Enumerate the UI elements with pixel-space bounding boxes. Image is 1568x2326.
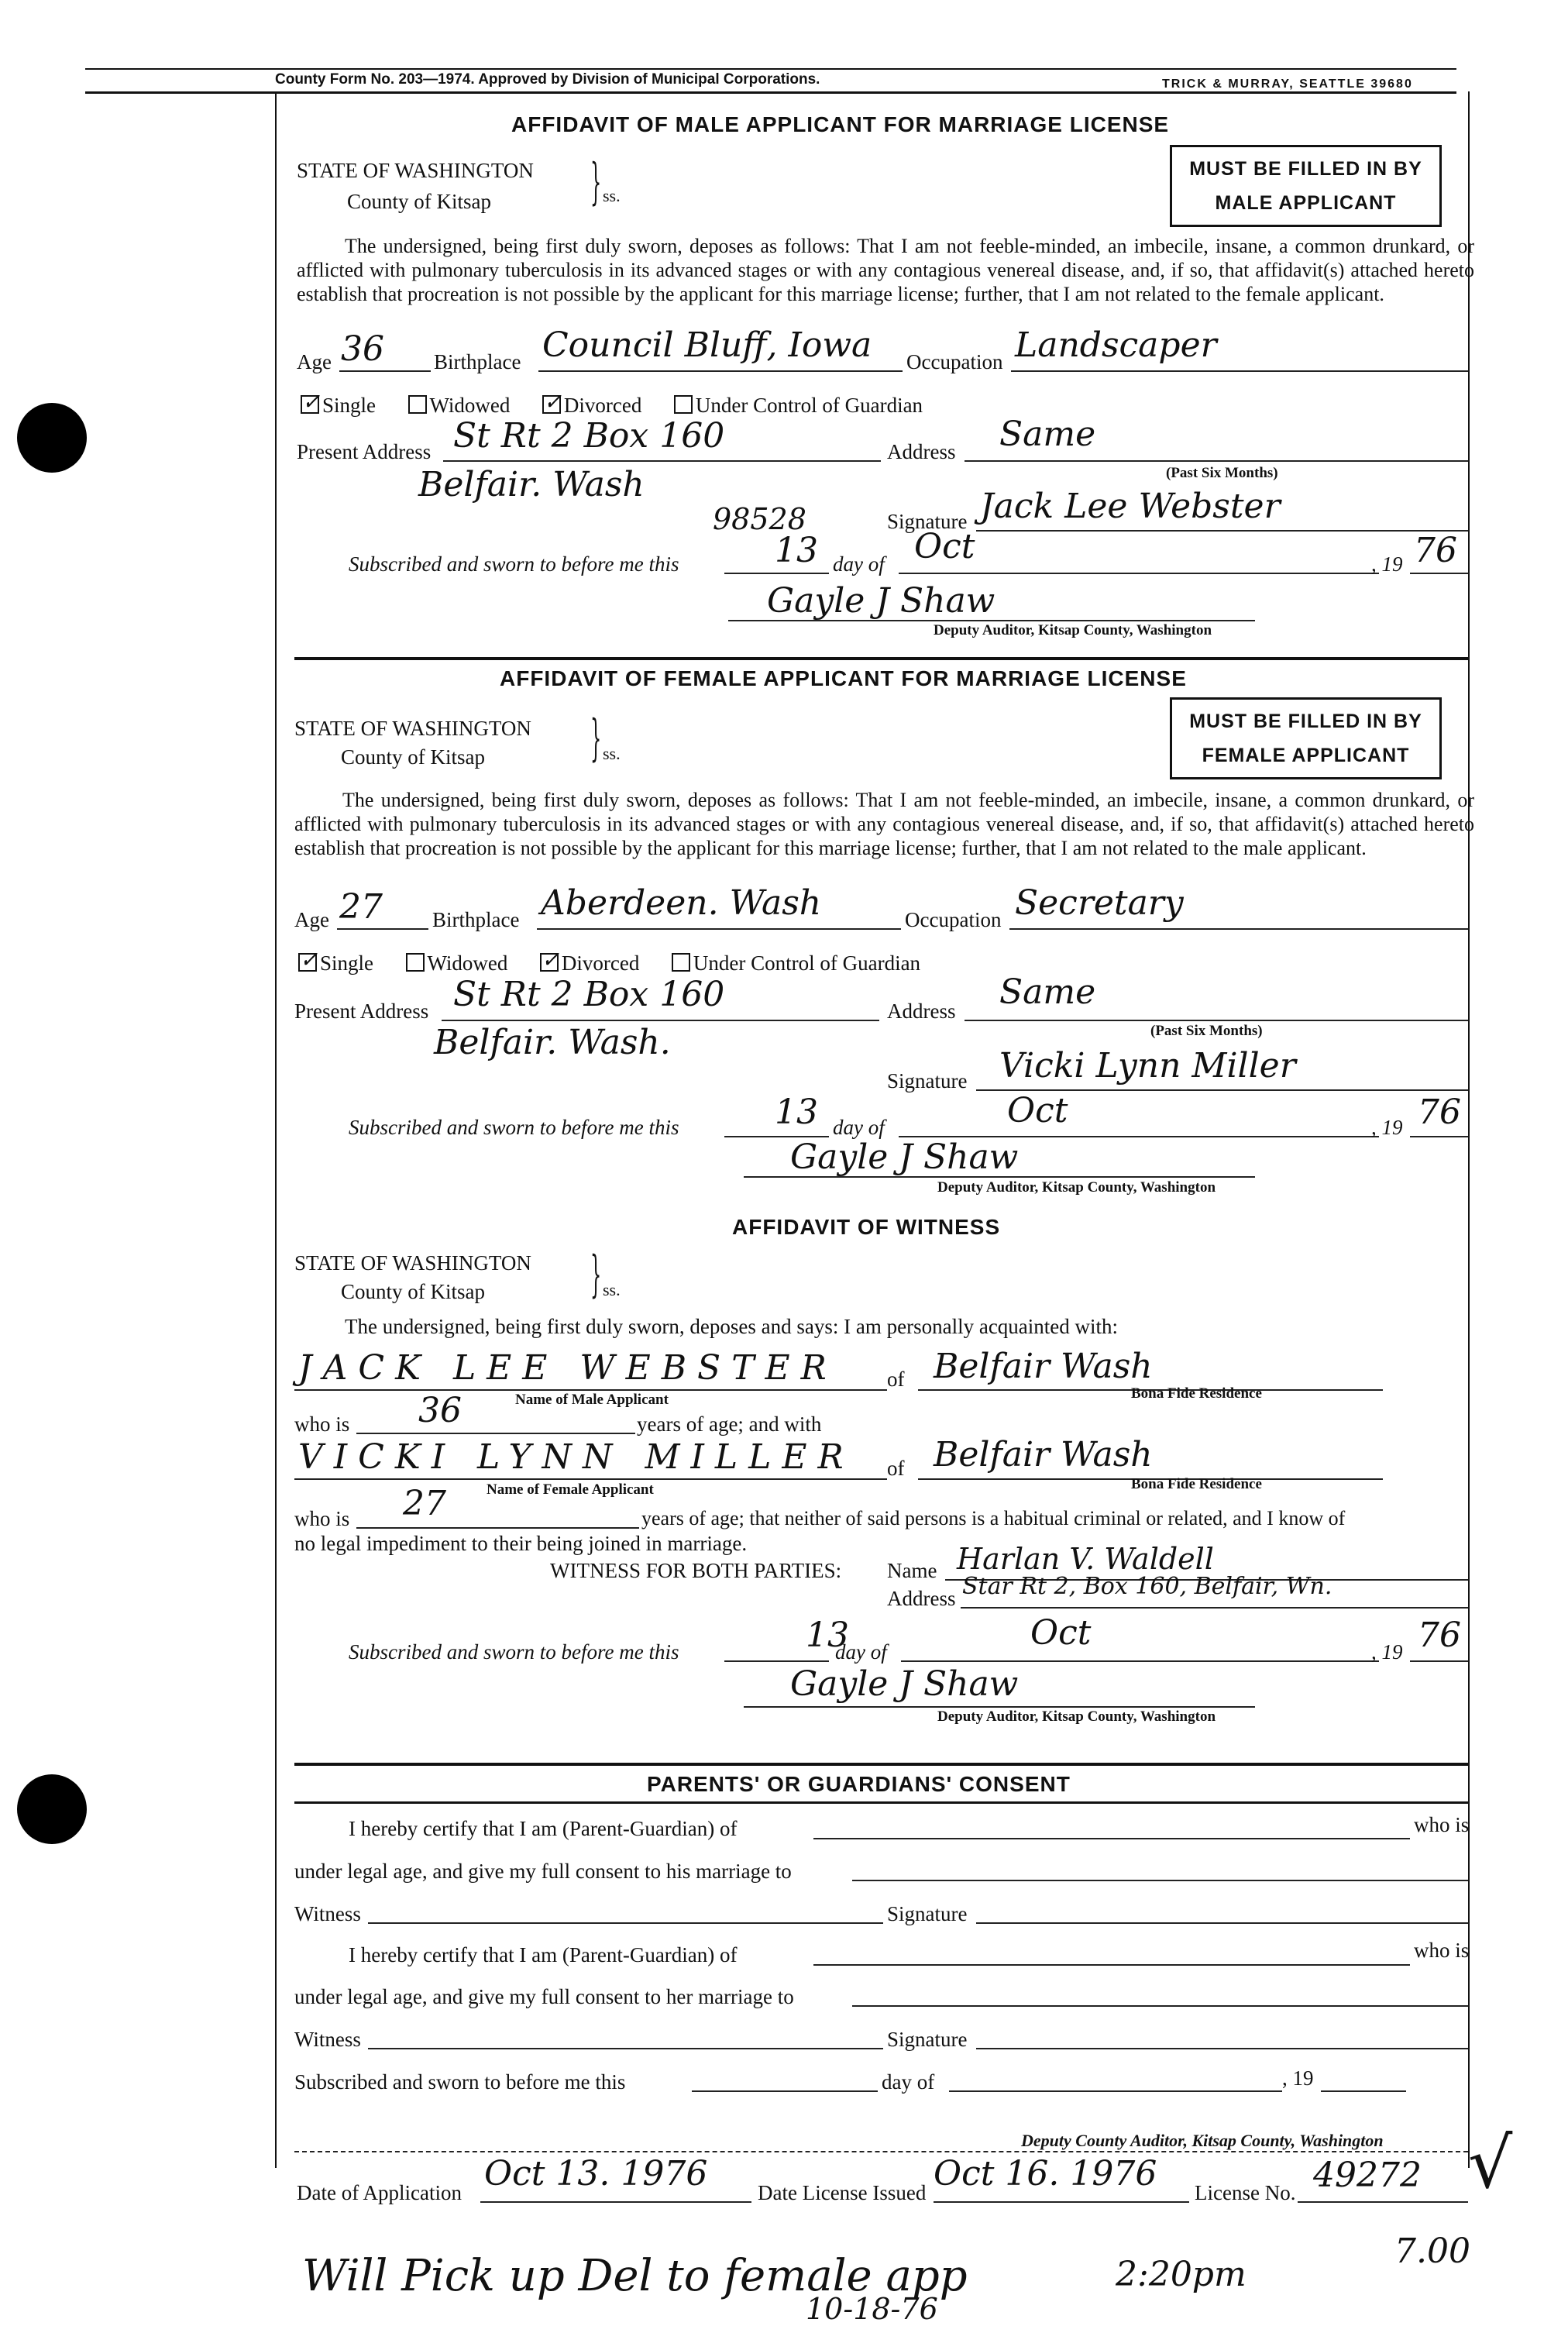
consent-auditor-line — [294, 2151, 1468, 2152]
witness-brace: } — [590, 1246, 602, 1303]
female-sworn-month[interactable]: Oct — [1007, 1091, 1068, 1130]
male-oath: The undersigned, being first duly sworn, deposes as follows: That I am not feeble-minded, an imbecile, insane, a common drunkard, or afflicted with pulmonary tuberculosis in its advanced stages or with any contagious venereal disease, and, if so, that affidavit(s) attached hereto establish that procreation is not possible by the applicant for this marriage license; further, that I am not related to the female applicant. — [297, 235, 1474, 305]
male-present-address-label: Present Address — [297, 440, 432, 463]
witness-name-female-label: Name of Female Applicant — [487, 1481, 654, 1498]
consent-certify-2: I hereby certify that I am (Parent-Guardian) of — [349, 1943, 738, 1966]
male-box-line1: MUST BE FILLED IN BY — [1189, 158, 1422, 180]
printer-mark: TRICK & MURRAY, SEATTLE 39680 — [1162, 77, 1413, 91]
male-guardian-checkbox[interactable] — [674, 395, 693, 414]
punch-hole-top — [17, 403, 87, 473]
date-application[interactable]: Oct 13. 1976 — [484, 2154, 708, 2194]
consent-title-rule — [294, 1801, 1468, 1804]
witness-year-line — [1410, 1660, 1468, 1662]
male-sworn-day[interactable]: 13 — [775, 531, 818, 570]
female-year-line — [1410, 1136, 1468, 1137]
witness-address-line — [961, 1607, 1468, 1609]
consent-signature-label-2: Signature — [887, 2028, 968, 2051]
male-sworn-month[interactable]: Oct — [914, 527, 975, 566]
witness-intro: The undersigned, being first duly sworn, deposes and says: I am personally acquainted with: — [345, 1315, 1119, 1338]
male-brace: } — [590, 153, 602, 211]
witness-title: AFFIDAVIT OF WITNESS — [732, 1215, 1001, 1239]
female-auditor-signature: Gayle J Shaw — [790, 1137, 1019, 1177]
fee-amount: 7.00 — [1394, 2231, 1470, 2271]
female-sworn-label: Subscribed and sworn to before me this — [349, 1116, 679, 1139]
top-rule — [85, 68, 1456, 70]
male-birthplace[interactable]: Council Bluff, Iowa — [542, 325, 872, 365]
witness-sworn-label: Subscribed and sworn to before me this — [349, 1640, 679, 1664]
male-single-label: Single — [322, 394, 377, 417]
male-deputy: Deputy Auditor, Kitsap County, Washington — [934, 622, 1212, 638]
male-divorced-label: Divorced — [563, 394, 642, 417]
male-sworn-month-line — [899, 573, 1379, 574]
male-auditor-line — [728, 620, 1255, 621]
female-oath: The undersigned, being first duly sworn, deposes as follows: That I am not feeble-minded, an imbecile, insane, a common drunkard, or afflicted with pulmonary tuberculosis in its advanced stages or with any contagious venereal disease, and, if so, that affidavit(s) attached hereto establish that procreation is not possible by the applicant for this marriage license; further, that I am not related to the male applicant. — [294, 789, 1474, 859]
male-widowed-label: Widowed — [429, 394, 511, 417]
witness-female-age-line — [356, 1527, 639, 1529]
license-number[interactable]: 49272 — [1313, 2156, 1422, 2195]
female-status-row — [298, 951, 920, 975]
witness-sworn-year[interactable]: 76 — [1418, 1615, 1461, 1655]
date-issued-line — [934, 2201, 1189, 2203]
male-birthplace-label: Birthplace — [434, 350, 521, 373]
witness-male-age-line — [356, 1433, 635, 1434]
male-age-line — [339, 370, 431, 372]
witness-male-name[interactable]: JACK LEE WEBSTER — [298, 1348, 837, 1388]
female-birthplace-line — [537, 928, 901, 930]
witness-sworn-month-line — [901, 1660, 1379, 1662]
license-number-label: License No. — [1195, 2181, 1296, 2204]
witness-deputy: Deputy Auditor, Kitsap County, Washington — [937, 1708, 1216, 1725]
witness-female-residence[interactable]: Belfair Wash — [934, 1435, 1153, 1474]
male-sworn-day-line — [724, 573, 829, 574]
female-age-line — [337, 928, 428, 930]
male-occupation[interactable]: Landscaper — [1015, 325, 1217, 365]
license-number-line — [1298, 2201, 1468, 2203]
male-day-of: day of — [833, 552, 885, 576]
female-year-prefix: , 19 — [1371, 1116, 1403, 1139]
male-state: STATE OF WASHINGTON — [297, 159, 534, 182]
witness-both-parties: WITNESS FOR BOTH PARTIES: — [550, 1559, 842, 1582]
male-signature-line — [976, 530, 1468, 532]
male-birthplace-line — [538, 370, 903, 372]
check-mark: √ — [1468, 2123, 1513, 2204]
female-birthplace-label: Birthplace — [432, 908, 520, 931]
witness-name[interactable]: Harlan V. Waldell — [957, 1542, 1214, 1576]
consent-year: , 19 — [1282, 2066, 1314, 2090]
consent-his: under legal age, and give my full consent to his marriage to — [294, 1860, 792, 1883]
male-single-checkbox[interactable] — [301, 395, 319, 414]
male-age-label: Age — [297, 350, 332, 373]
witness-bona-fide-2: Bona Fide Residence — [1131, 1476, 1262, 1492]
witness-year-prefix: , 19 — [1371, 1640, 1403, 1664]
male-address[interactable]: Same — [999, 415, 1096, 454]
female-sworn-day[interactable]: 13 — [775, 1092, 818, 1132]
witness-female-age[interactable]: 27 — [403, 1484, 446, 1523]
male-zip[interactable]: 98528 — [713, 502, 806, 536]
witness-male-residence[interactable]: Belfair Wash — [934, 1347, 1153, 1386]
witness-name-male-label: Name of Male Applicant — [515, 1392, 669, 1408]
witness-ss: ss. — [603, 1280, 621, 1299]
male-divorced-checkbox[interactable] — [542, 395, 561, 414]
female-instruction-box — [1170, 697, 1442, 779]
female-address-line — [965, 1020, 1468, 1021]
female-signature-label: Signature — [887, 1069, 968, 1092]
female-box-line1: MUST BE FILLED IN BY — [1189, 711, 1422, 732]
consent-title: PARENTS' OR GUARDIANS' CONSENT — [647, 1772, 1071, 1796]
witness-of-1: of — [887, 1368, 905, 1391]
female-address-label: Address — [887, 1000, 956, 1023]
female-age-label: Age — [294, 908, 329, 931]
witness-of-2: of — [887, 1457, 905, 1480]
male-guardian-label: Under Control of Guardian — [695, 394, 923, 417]
female-divorced-label: Divorced — [561, 951, 640, 975]
male-status-row — [301, 394, 923, 418]
male-county: County of Kitsap — [347, 190, 491, 213]
witness-years-rest: years of age; that neither of said persons is a habitual criminal or related, and I know of — [641, 1507, 1346, 1529]
male-age[interactable]: 36 — [341, 329, 384, 369]
date-application-label: Date of Application — [297, 2181, 462, 2204]
female-signature[interactable]: Vicki Lynn Miller — [999, 1046, 1296, 1086]
date-issued[interactable]: Oct 16. 1976 — [934, 2154, 1157, 2194]
witness-day-of: day of — [835, 1640, 887, 1664]
consent-spouse-1-line — [852, 1880, 1468, 1881]
right-margin-rule — [1468, 91, 1470, 2168]
witness-auditor-line — [744, 1706, 1255, 1708]
male-signature[interactable]: Jack Lee Webster — [980, 487, 1281, 526]
female-box-line2: FEMALE APPLICANT — [1202, 745, 1410, 766]
male-present-address[interactable]: St Rt 2 Box 160 — [453, 416, 725, 456]
witness-male-age[interactable]: 36 — [418, 1391, 462, 1430]
female-day-of: day of — [833, 1116, 885, 1139]
consent-signature-1-line — [976, 1922, 1468, 1924]
consent-day-of: day of — [882, 2070, 935, 2094]
consent-minor-1-line — [813, 1838, 1410, 1839]
female-sworn-year[interactable]: 76 — [1418, 1092, 1461, 1132]
male-sworn-year[interactable]: 76 — [1414, 531, 1457, 570]
female-guardian-checkbox[interactable] — [672, 953, 690, 972]
female-widowed-label: Widowed — [427, 951, 508, 975]
female-auditor-line — [744, 1176, 1255, 1178]
male-ss: ss. — [603, 186, 621, 205]
left-margin-rule — [275, 91, 277, 2168]
female-guardian-label: Under Control of Guardian — [693, 951, 921, 975]
consent-witness-2-line — [368, 2048, 883, 2049]
female-occupation[interactable]: Secretary — [1015, 883, 1184, 923]
female-address[interactable]: Same — [999, 972, 1096, 1012]
witness-county: County of Kitsap — [341, 1280, 485, 1303]
consent-witness-label-2: Witness — [294, 2028, 361, 2051]
witness-bona-fide-1: Bona Fide Residence — [1131, 1385, 1262, 1402]
female-brace: } — [590, 710, 602, 767]
female-occupation-line — [1009, 928, 1468, 930]
male-address-line — [965, 460, 1468, 462]
handwritten-note-date: 10-18-76 — [806, 2292, 938, 2326]
female-single-label: Single — [320, 951, 374, 975]
witness-female-name-line — [294, 1478, 887, 1480]
consent-top-rule — [294, 1763, 1468, 1766]
female-present-address-label: Present Address — [294, 1000, 429, 1023]
form-number: County Form No. 203—1974. Approved by Division of Municipal Corporations. — [275, 71, 820, 88]
consent-minor-2-line — [813, 1964, 1410, 1966]
male-occupation-line — [1011, 370, 1468, 372]
male-year-prefix: , 19 — [1371, 552, 1403, 576]
male-instruction-box — [1170, 145, 1442, 227]
witness-impediment: no legal impediment to their being joined in marriage. — [294, 1532, 748, 1555]
male-past-six: (Past Six Months) — [1166, 465, 1278, 481]
witness-auditor-signature: Gayle J Shaw — [790, 1664, 1019, 1704]
male-address-label: Address — [887, 440, 956, 463]
female-title: AFFIDAVIT OF FEMALE APPLICANT FOR MARRIAGE LICENSE — [500, 666, 1187, 690]
consent-witness-1-line — [368, 1922, 883, 1924]
consent-witness-label-1: Witness — [294, 1902, 361, 1925]
male-present-address-line — [443, 460, 881, 462]
female-state: STATE OF WASHINGTON — [294, 717, 531, 740]
consent-sworn-month-line — [949, 2090, 1282, 2092]
male-section-rule — [294, 657, 1468, 660]
date-application-line — [480, 2201, 751, 2203]
consent-year-line — [1321, 2090, 1406, 2092]
female-divorced-checkbox[interactable] — [540, 953, 559, 972]
male-present-address-2[interactable]: Belfair. Wash — [418, 465, 645, 504]
witness-who-is-1: who is — [294, 1412, 350, 1436]
female-occupation-label: Occupation — [905, 908, 1002, 931]
consent-who-is-2: who is — [1414, 1939, 1470, 1962]
female-ss: ss. — [603, 744, 621, 763]
consent-spouse-2-line — [852, 2005, 1468, 2007]
witness-who-is-2: who is — [294, 1507, 350, 1530]
consent-sworn-day-line — [692, 2090, 878, 2092]
witness-male-name-line — [294, 1389, 887, 1391]
consent-deputy: Deputy County Auditor, Kitsap County, Washington — [1021, 2131, 1384, 2150]
female-widowed-checkbox[interactable] — [406, 953, 425, 972]
male-signature-label: Signature — [887, 510, 968, 533]
handwritten-note: Will Pick up Del to female app — [302, 2251, 968, 2301]
handwritten-note-time: 2:20pm — [1116, 2255, 1246, 2294]
male-sworn-label: Subscribed and sworn to before me this — [349, 552, 679, 576]
consent-who-is-1: who is — [1414, 1813, 1470, 1836]
female-present-address[interactable]: St Rt 2 Box 160 — [453, 975, 725, 1014]
male-widowed-checkbox[interactable] — [408, 395, 427, 414]
female-birthplace[interactable]: Aberdeen. Wash — [541, 883, 822, 923]
consent-signature-2-line — [976, 2048, 1468, 2049]
male-year-line — [1410, 573, 1468, 574]
female-single-checkbox[interactable] — [298, 953, 317, 972]
witness-female-name[interactable]: VICKI LYNN MILLER — [298, 1437, 854, 1477]
witness-sworn-day-line — [724, 1660, 829, 1662]
male-box-line2: MALE APPLICANT — [1215, 192, 1397, 214]
witness-sworn-month[interactable]: Oct — [1030, 1613, 1092, 1653]
witness-address[interactable]: Star Rt 2, Box 160, Belfair, Wn. — [962, 1573, 1332, 1600]
date-issued-label: Date License Issued — [758, 2181, 927, 2204]
female-present-address-2[interactable]: Belfair. Wash. — [434, 1023, 671, 1062]
witness-name-label: Name — [887, 1559, 937, 1582]
male-occupation-label: Occupation — [906, 350, 1003, 373]
consent-certify-1: I hereby certify that I am (Parent-Guardian) of — [349, 1817, 738, 1840]
male-title: AFFIDAVIT OF MALE APPLICANT FOR MARRIAGE LICENSE — [511, 112, 1170, 136]
female-past-six: (Past Six Months) — [1150, 1023, 1263, 1039]
witness-address-label: Address — [887, 1587, 956, 1610]
witness-sworn-day[interactable]: 13 — [806, 1615, 849, 1655]
female-county: County of Kitsap — [341, 745, 485, 769]
female-age[interactable]: 27 — [339, 887, 383, 927]
consent-signature-label-1: Signature — [887, 1902, 968, 1925]
punch-hole-bottom — [17, 1774, 87, 1844]
consent-sworn: Subscribed and sworn to before me this — [294, 2070, 626, 2094]
witness-state: STATE OF WASHINGTON — [294, 1251, 531, 1275]
header-rule — [85, 91, 1456, 94]
witness-years-and: years of age; and with — [637, 1412, 822, 1436]
female-deputy: Deputy Auditor, Kitsap County, Washington — [937, 1179, 1216, 1196]
consent-her: under legal age, and give my full consent to her marriage to — [294, 1985, 794, 2008]
female-present-address-line — [442, 1020, 879, 1021]
male-auditor-signature: Gayle J Shaw — [767, 581, 995, 621]
